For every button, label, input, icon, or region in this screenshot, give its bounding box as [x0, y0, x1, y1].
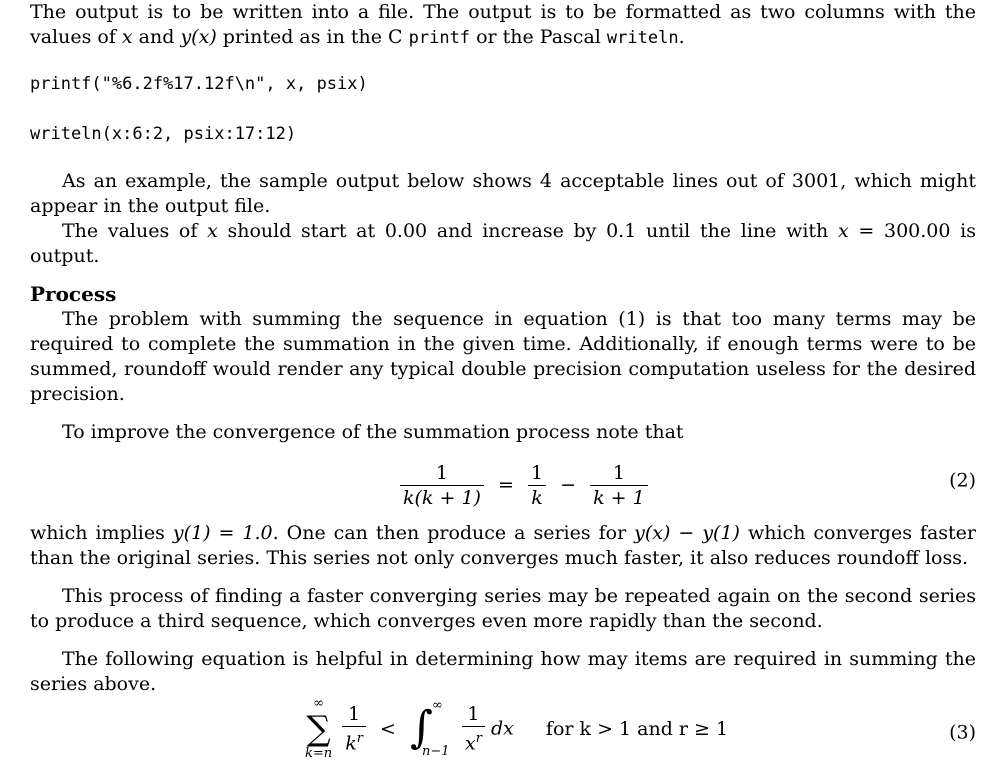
minus-sign: −	[560, 474, 577, 496]
text: should start at 0.00 and increase by 0.1 until the line with	[217, 220, 838, 242]
paragraph-problem: The problem with summing the sequence in equation (1) is that too many terms may be required to complete the summation in the given time. Additionally, if enough terms were to be summed, roundoff would render any typical double precision computation useless for the desired precision.	[30, 308, 976, 405]
numerator: 1	[435, 462, 449, 484]
paragraph-example: As an example, the sample output below shows 4 acceptable lines out of 3001, which might appear in the output file.	[30, 170, 976, 217]
paragraph-improve: To improve the convergence of the summation process note that	[62, 421, 684, 443]
paragraph-implies	[30, 521, 976, 571]
integral-lower-limit: n−1	[421, 744, 450, 759]
math-y1: y(1) = 1.0	[172, 522, 273, 544]
math-x: x	[121, 26, 133, 48]
code-writeln: writeln	[606, 28, 679, 48]
integral-upper-limit: ∞	[431, 698, 443, 713]
numerator: 1	[530, 462, 544, 484]
denominator-base: x	[465, 732, 476, 755]
math-x: x	[207, 220, 218, 242]
text: = 300.00 is output.	[30, 220, 976, 267]
integral	[410, 699, 456, 759]
differential: dx	[490, 717, 514, 740]
numerator: 1	[467, 703, 480, 726]
equation-2-body	[400, 461, 648, 510]
equals-sign: =	[498, 474, 514, 496]
fraction-1-over-k	[528, 461, 546, 510]
text: which implies	[30, 522, 173, 544]
code-printf: printf	[408, 28, 471, 48]
fraction-1-over-k-plus-1	[590, 461, 648, 510]
heading-process: Process	[30, 282, 117, 306]
equation-3	[30, 697, 976, 769]
text: or the Pascal	[470, 26, 607, 48]
sum-lower-limit: k=n	[305, 746, 333, 761]
math-expression: y(x) − y(1)	[634, 522, 740, 544]
math-x: x	[837, 220, 849, 242]
condition-text: for k > 1 and r ≥ 1	[545, 717, 729, 740]
integral-symbol: ∫	[409, 702, 433, 753]
equation-number: (2)	[949, 469, 976, 492]
text: which converges faster than the original series. This series not only converges much faster, it also reduces roundoff loss.	[30, 522, 977, 569]
sum-upper-limit: ∞	[313, 696, 324, 711]
denominator: k + 1	[590, 485, 648, 510]
denominator-exponent: r	[475, 731, 482, 747]
denominator-exponent: r	[356, 731, 363, 747]
numerator: 1	[348, 703, 361, 726]
code-printf-line: printf("%6.2f%17.12f\n", x, psix)	[30, 74, 368, 94]
text: printed as in the C	[216, 26, 409, 48]
denominator-base: k	[345, 732, 357, 755]
text: . One can then produce a series for	[272, 522, 635, 544]
fraction-1-over-k-r	[342, 702, 366, 755]
paragraph-output-format	[30, 0, 976, 51]
numerator: 1	[612, 462, 625, 484]
text: .	[678, 26, 685, 48]
math-y-of-x: y(x)	[180, 26, 217, 48]
summation	[305, 697, 332, 761]
code-writeln-line: writeln(x:6:2, psix:17:12)	[30, 124, 297, 144]
text: and	[132, 26, 181, 48]
paragraph-values	[30, 219, 976, 269]
paragraph-repeat: This process of finding a faster converging series may be repeated again on the second series to produce a third sequence, which converges even more rapidly than the second.	[30, 585, 976, 632]
sum-symbol: ∑	[306, 709, 331, 749]
denominator: k(k + 1)	[400, 485, 484, 510]
text: The values of	[62, 220, 208, 242]
paragraph-helpful: The following equation is helpful in determining how may items are required in summing the series above.	[30, 648, 976, 695]
fraction-1-over-x-r	[462, 702, 485, 755]
document-page	[30, 0, 976, 769]
equation-number: (3)	[949, 721, 976, 744]
denominator: k	[528, 485, 546, 510]
equation-3-body	[305, 697, 728, 761]
fraction-lhs	[400, 461, 484, 510]
equation-2	[30, 451, 976, 511]
less-than-sign: <	[379, 717, 396, 740]
text: The output is to be written into a file. The output is to be formatted as two columns with the values of	[30, 1, 976, 48]
